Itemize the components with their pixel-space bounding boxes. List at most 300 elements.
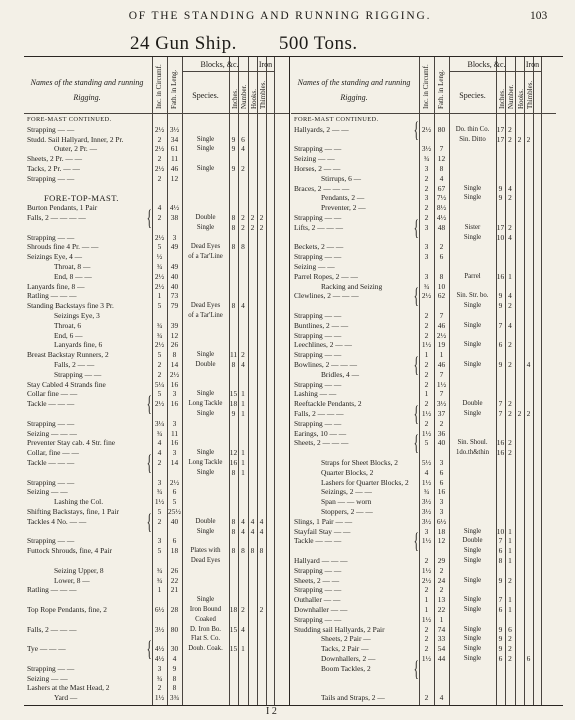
left-row: [24, 203, 289, 213]
left-block-species: Dead Eyes: [190, 557, 221, 564]
left-rigging-name: Falls, 2 — — —: [27, 624, 77, 634]
left-block-number: 8: [241, 242, 245, 252]
right-block-inches: 7: [498, 409, 503, 418]
left-header-blocks: Blocks, &c.: [200, 60, 239, 69]
left-length: 26: [170, 565, 179, 575]
left-row: [24, 536, 289, 546]
left-length: 12: [170, 330, 179, 340]
right-block-number: 4: [508, 291, 512, 301]
right-row: [291, 448, 556, 458]
right-length: 6½: [436, 516, 447, 526]
right-block-number: 2: [508, 654, 512, 663]
right-length: 13: [437, 595, 446, 605]
left-block-number: 2: [241, 164, 245, 173]
right-length: 74: [437, 624, 446, 634]
left-rigging-name: Breast Backstay Runners, 2: [27, 350, 109, 360]
table-title: [130, 33, 358, 55]
right-circumference: ¾: [423, 487, 430, 497]
left-block-inches: 18: [229, 399, 238, 409]
right-header-hooks: Hooks.: [517, 88, 525, 109]
left-rigging-name: Ratling — — —: [27, 291, 77, 301]
left-block-species: Single: [196, 468, 215, 476]
left-block-number: 1: [241, 448, 245, 458]
right-length: 12: [437, 154, 446, 164]
left-row: [24, 233, 289, 243]
right-half: [291, 57, 563, 705]
right-block-number: 2: [508, 360, 512, 369]
right-block-number: 2: [508, 438, 512, 448]
left-block-number: 1: [241, 409, 245, 418]
left-block-species: Plates with: [190, 547, 221, 555]
left-circumference: 3½: [154, 624, 165, 634]
right-block-inches: 6: [498, 340, 503, 350]
right-circumference: 1½: [421, 536, 432, 546]
right-circumference: 2: [424, 379, 429, 389]
left-block-species: Single: [196, 449, 215, 457]
right-block-number: 2: [508, 222, 512, 232]
right-circumference: 1: [424, 389, 429, 399]
left-length: 6: [172, 487, 177, 497]
left-circumference: ¾: [156, 330, 163, 340]
left-length: 11: [170, 154, 179, 164]
left-row: [24, 566, 289, 576]
left-header-inches: Inches.: [231, 88, 239, 109]
left-row: [24, 693, 289, 703]
left-block-inches: 15: [229, 624, 238, 634]
left-rigging-name: Standing Backstays fine 3 Pr.: [27, 301, 114, 311]
right-length: 8½: [436, 203, 447, 213]
right-circumference: 3: [424, 222, 429, 232]
left-rigging-name: Collar, fine — —: [27, 448, 79, 458]
left-rigging-name: Studd. Sail Hallyard, Inner, 2 Pr.: [27, 134, 124, 144]
right-row: [291, 380, 556, 390]
left-row: [24, 683, 289, 693]
right-block-inches: 9: [498, 360, 503, 369]
left-iron-thimbles: 2: [259, 213, 264, 222]
left-row: [24, 546, 289, 556]
left-row: [24, 164, 289, 174]
left-circumference: 2: [157, 458, 162, 467]
right-row: [291, 135, 556, 145]
right-length: 4: [439, 173, 444, 183]
right-brace: {: [413, 430, 419, 456]
left-rigging-name: Lashers at the Mast Head, 2: [27, 683, 110, 693]
right-block-species: Single: [463, 547, 482, 555]
left-brace: {: [146, 205, 152, 230]
left-circumference: 5: [157, 389, 162, 399]
left-iron-thimbles: 8: [259, 546, 264, 556]
left-circumference: 2½: [154, 340, 165, 350]
left-rigging-name: Shrouds fine 4 Pr. — —: [27, 242, 99, 252]
right-circumference: 2: [424, 311, 429, 320]
right-iron-hooks: 2: [517, 409, 522, 418]
left-rigging-name: Tackles 4 No. — —: [27, 516, 87, 526]
right-brace: {: [413, 214, 419, 240]
right-block-number: 1: [508, 546, 512, 556]
right-block-species: Single: [463, 606, 482, 613]
right-length: 7: [439, 369, 444, 379]
right-circumference: 3½: [421, 497, 432, 507]
right-length: 33: [437, 634, 446, 644]
left-row: [24, 125, 289, 135]
left-length: 21: [170, 585, 179, 595]
left-iron-hooks: 8: [250, 546, 255, 556]
right-block-species: Single: [463, 576, 482, 584]
left-block-inches: 8: [231, 301, 236, 311]
left-block-inches: 8: [231, 467, 236, 477]
right-block-species: Sin. Shoul.: [457, 439, 488, 447]
right-circumference: 2½: [421, 124, 432, 134]
left-block-inches: 18: [229, 605, 238, 614]
left-circumference: 1½: [154, 497, 165, 507]
left-row: [24, 282, 289, 292]
left-row: [24, 321, 289, 331]
left-block-inches: 9: [231, 144, 236, 154]
right-circumference: 2: [424, 369, 429, 379]
left-rigging-name: Top Rope Pendants, fine, 2: [27, 605, 107, 614]
right-rigging-name: Lifts, 2 — — —: [294, 222, 344, 232]
right-rigging-name: Stoppers, 2 — —: [321, 507, 373, 516]
right-row: [291, 350, 556, 360]
left-length: 3: [172, 418, 177, 428]
left-circumference: 2½: [154, 164, 165, 173]
right-circumference: 1½: [421, 428, 432, 438]
right-block-species: Single: [463, 645, 482, 653]
right-block-number: 1: [508, 526, 512, 536]
right-length: 2: [439, 585, 444, 595]
right-rigging-name: Hallyards, 2 — —: [294, 124, 349, 134]
right-rigging-name: Pendants, 2 —: [321, 193, 365, 203]
left-length: 40: [170, 271, 179, 281]
right-rigging-name: Boom Tackles, 2: [321, 663, 371, 673]
right-circumference: 2: [424, 693, 429, 703]
right-rigging-name: Slings, 1 Pair — —: [294, 516, 353, 526]
right-rigging-name: Strapping — —: [294, 614, 342, 624]
right-block-number: 2: [508, 575, 512, 585]
left-rigging-name: Tye — — —: [27, 644, 66, 654]
left-length: 49: [170, 262, 179, 271]
right-block-inches: 7: [498, 536, 503, 546]
left-rigging-name: Lanyards fine, 8 —: [27, 281, 85, 291]
left-row: [24, 242, 289, 252]
right-length: 4: [439, 693, 444, 703]
left-row: [24, 272, 289, 282]
right-block-inches: 16: [496, 448, 505, 458]
right-brace: {: [413, 401, 419, 426]
right-circumference: 1: [424, 350, 429, 360]
left-row: [24, 262, 289, 272]
left-length: 12: [170, 173, 179, 183]
right-length: 3: [439, 458, 444, 467]
left-circumference: 2½: [154, 232, 165, 242]
left-circumference: 4: [157, 438, 162, 448]
right-rigging-name: FORE-MAST CONTINUED.: [294, 116, 379, 123]
right-length: 48: [437, 222, 446, 232]
right-circumference: 4: [424, 467, 429, 477]
left-rigging-name: Collar fine — —: [27, 389, 78, 399]
right-block-species: Parrel: [464, 272, 481, 280]
right-rigging-name: Strapping — —: [294, 585, 342, 595]
left-block-number: 6: [241, 134, 245, 144]
right-length: 3: [439, 507, 444, 516]
page-number: 103: [530, 10, 548, 22]
right-rigging-name: Strapping — —: [294, 252, 342, 262]
right-circumference: 3: [424, 193, 429, 203]
left-row: [24, 468, 289, 478]
left-row: [24, 556, 289, 566]
left-row: [24, 174, 289, 184]
right-block-inches: 17: [496, 222, 505, 232]
left-block-species: Coaked: [195, 615, 216, 623]
right-block-number: 1: [508, 556, 512, 565]
right-row: [291, 585, 556, 595]
right-row: [291, 242, 556, 252]
left-iron-thimbles: 2: [259, 222, 264, 232]
left-row: [24, 370, 289, 380]
left-length: 3: [172, 389, 177, 399]
right-circumference: 1½: [421, 409, 432, 418]
right-rigging-name: Beckets, 2 — —: [294, 242, 344, 252]
right-length: 7: [439, 389, 444, 399]
left-row: [24, 419, 289, 429]
left-block-species: Single: [196, 410, 215, 417]
right-circumference: 3: [424, 271, 429, 281]
right-rigging-name: Strapping — —: [294, 350, 342, 360]
left-circumference: ¾: [156, 487, 163, 497]
header-rule: [449, 71, 541, 72]
right-row: [291, 497, 556, 507]
left-length: 11: [170, 428, 179, 438]
right-rigging-name: Seizing — —: [294, 262, 335, 271]
right-circumference: 1½: [421, 477, 432, 487]
left-circumference: 1: [157, 291, 162, 301]
left-rigging-name: Falls, 2 — —: [54, 360, 95, 369]
left-rigging-name: Strapping — —: [27, 418, 75, 428]
left-length: 16: [170, 438, 179, 448]
left-circumference: 3¼: [154, 418, 165, 428]
right-circumference: 3½: [421, 516, 432, 526]
right-rigging-name: Stayfail Stay — —: [294, 526, 351, 536]
right-length: 6: [439, 252, 444, 262]
right-circumference: 2: [424, 624, 429, 634]
right-rigging-name: Earings, 10 — —: [294, 428, 347, 438]
right-length: 16: [437, 487, 446, 497]
right-block-inches: 10: [496, 232, 505, 242]
right-circumference: 3: [424, 526, 429, 536]
left-block-species: Single: [196, 527, 215, 535]
left-block-number: 2: [241, 222, 245, 232]
right-circumference: 3: [424, 164, 429, 173]
right-row: [291, 321, 556, 331]
left-length: 5: [172, 497, 177, 507]
left-row: [24, 478, 289, 488]
left-block-inches: 12: [229, 448, 238, 458]
right-block-species: 1do.th&thin: [455, 449, 490, 457]
left-length: 8: [172, 350, 177, 360]
right-length: 1: [439, 350, 444, 360]
left-rigging-name: Outer, 2 Pr. —: [54, 144, 98, 154]
right-rigging-name: Studding sail Hallyards, 2 Pair: [294, 624, 385, 634]
right-row: [291, 174, 556, 184]
left-circumference: 5: [157, 350, 162, 360]
left-row: [24, 252, 289, 262]
right-block-inches: 16: [496, 438, 505, 448]
right-header-thimbles: Thimbles.: [526, 80, 534, 109]
right-rigging-name: Hallyard — — —: [294, 556, 348, 565]
right-block-inches: 16: [496, 271, 505, 281]
right-length: 2: [439, 565, 444, 575]
right-rigging-name: Tackle — — —: [294, 536, 342, 546]
left-circumference: 3: [157, 477, 162, 487]
right-circumference: 2: [424, 183, 429, 193]
left-rigging-name: Seizings Eye, 4 —: [27, 252, 83, 262]
right-row: [291, 164, 556, 174]
right-row: [291, 605, 556, 615]
right-block-species: Single: [463, 233, 482, 241]
left-rigging-name: FORE-TOP-MAST.: [44, 193, 119, 204]
left-length: 30: [170, 644, 179, 654]
left-block-inches: 8: [231, 360, 236, 369]
right-circumference: 1½: [421, 565, 432, 575]
right-circumference: 3½: [421, 507, 432, 516]
left-circumference: 5¼: [154, 379, 165, 389]
left-circumference: 2: [157, 369, 162, 379]
right-circumference: 2: [424, 203, 429, 213]
right-header-names: Names of the standing and running Rigging.: [297, 78, 411, 102]
right-row: [291, 625, 556, 635]
right-block-inches: 6: [498, 654, 503, 663]
right-block-species: Single: [463, 557, 482, 564]
left-row: [24, 340, 289, 350]
right-length: 44: [437, 654, 446, 663]
left-rigging-name: Ratling — — —: [27, 585, 77, 595]
right-block-number: 1: [508, 595, 512, 605]
left-row: [24, 527, 289, 537]
left-circumference: 2½: [154, 281, 165, 291]
right-length: 1½: [436, 379, 447, 389]
left-block-number: 1: [241, 389, 245, 399]
right-length: 2: [439, 242, 444, 252]
left-rigging-name: Strapping — —: [27, 232, 75, 242]
left-row: [24, 380, 289, 390]
right-circumference: 3: [424, 252, 429, 262]
left-length: 6: [172, 536, 177, 546]
right-row: [291, 370, 556, 380]
right-circumference: 2: [424, 320, 429, 330]
right-length: 22: [437, 605, 446, 614]
right-circumference: 2: [424, 399, 429, 409]
right-block-number: 2: [508, 644, 512, 654]
right-rigging-name: Racking and Seizing: [321, 281, 383, 291]
left-block-inches: 11: [229, 350, 238, 360]
left-row: [24, 311, 289, 321]
right-block-species: Single: [463, 361, 482, 368]
left-block-species: Double: [195, 214, 216, 221]
left-block-species: Single: [196, 135, 215, 143]
right-block-inches: 8: [498, 556, 503, 565]
left-length: 28: [170, 605, 179, 614]
right-circumference: ¾: [423, 281, 430, 291]
left-length: 3: [172, 448, 177, 458]
right-row: [291, 556, 556, 566]
right-row: [291, 615, 556, 625]
left-row: [24, 115, 289, 125]
left-block-number: 1: [241, 644, 245, 654]
left-length: 16: [170, 399, 179, 409]
left-rigging-name: Preventer Stay cab. 4 Str. fine: [27, 438, 116, 448]
right-length: 80: [437, 124, 446, 134]
left-circumference: 1: [157, 585, 162, 595]
right-block-number: 4: [508, 183, 512, 193]
left-block-number: 4: [241, 144, 245, 154]
right-circumference: 3½: [421, 144, 432, 154]
left-rigging-name: Strapping — —: [27, 477, 75, 487]
right-rigging-name: Strapping — —: [294, 311, 342, 320]
right-block-species: Single: [463, 625, 482, 633]
left-rigging-name: Falls, 2 — — — —: [27, 213, 86, 222]
right-block-species: Single: [463, 635, 482, 643]
right-row: [291, 184, 556, 194]
right-rigging-name: Bridles, 4 —: [321, 369, 359, 379]
left-row: [24, 625, 289, 635]
right-length: 8: [439, 271, 444, 281]
left-block-inches: 8: [231, 526, 236, 536]
left-circumference: 2: [157, 213, 162, 222]
right-row: [291, 389, 556, 399]
right-length: 54: [437, 644, 446, 654]
left-block-species: Single: [196, 390, 215, 398]
right-row: [291, 458, 556, 468]
right-length: 19: [437, 340, 446, 350]
left-header-number: Number.: [240, 84, 248, 109]
left-length: 8: [172, 683, 177, 693]
left-block-inches: 16: [229, 458, 238, 467]
right-block-species: Single: [463, 410, 482, 417]
left-row: [24, 184, 289, 194]
right-length: 7: [439, 311, 444, 320]
left-block-inches: 8: [231, 546, 236, 556]
right-rigging-name: Parrel Ropes, 2 — —: [294, 271, 358, 281]
left-header-inc: Inc. in Circumf.: [155, 64, 163, 109]
right-row: [291, 468, 556, 478]
right-block-species: Single: [463, 321, 482, 329]
right-block-number: 2: [508, 193, 512, 203]
right-row: [291, 272, 556, 282]
left-circumference: ¾: [156, 320, 163, 330]
right-row: [291, 644, 556, 654]
left-length: 40: [170, 516, 179, 526]
left-header-hooks: Hooks.: [250, 88, 258, 109]
left-rigging-name: Stay Cabled 4 Strands fine: [27, 379, 106, 389]
left-rigging-name: End, 8 — —: [54, 271, 92, 281]
right-circumference: 3: [424, 242, 429, 252]
right-length: 4½: [436, 213, 447, 222]
left-block-species: Dead Eyes: [190, 243, 221, 251]
right-row: [291, 674, 556, 684]
left-block-species: Double: [195, 517, 216, 525]
right-row: [291, 233, 556, 243]
running-title: OF THE STANDING AND RUNNING RIGGING.: [128, 10, 432, 22]
left-row: [24, 615, 289, 625]
right-block-species: Single: [463, 596, 482, 604]
right-block-number: 2: [508, 124, 512, 134]
right-header-inches: Inches.: [498, 88, 506, 109]
left-block-inches: 8: [231, 222, 236, 232]
right-block-inches: 9: [498, 634, 503, 644]
left-iron-hooks: 2: [250, 222, 255, 232]
right-row: [291, 340, 556, 350]
header-rule: [291, 113, 556, 114]
